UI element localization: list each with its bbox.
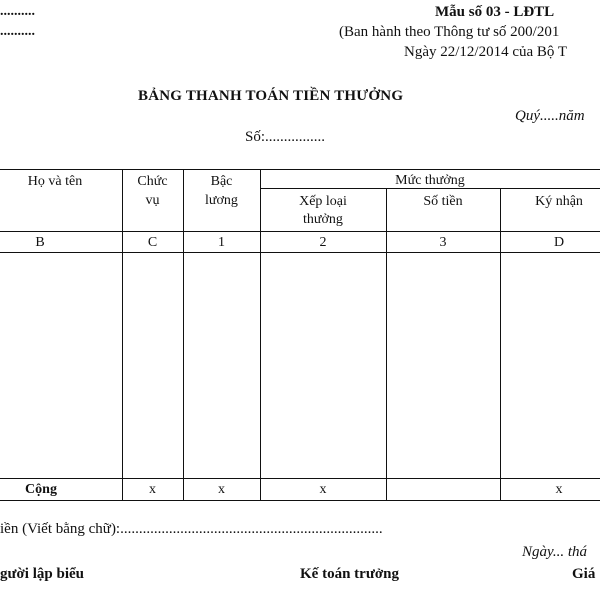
document-number: Số:................ [245, 129, 326, 145]
chief-accountant-label: Kế toán trưởng [300, 566, 399, 582]
header-signature: Ký nhận [535, 194, 583, 209]
header-name: Họ và tên [27, 174, 83, 189]
header-grade-line2: lương [205, 193, 238, 208]
amount-in-words: iền (Viết bằng chữ):...................................................................... [0, 521, 383, 537]
code-name: B [35, 235, 45, 250]
director-label: Giá [572, 566, 596, 582]
header-position-line2: vụ [145, 193, 160, 208]
header-grade-line1: Bậc [210, 174, 233, 189]
total-grade: x [218, 482, 225, 497]
sign-date: Ngày... thá [522, 544, 588, 560]
department-dots: .......... [0, 24, 35, 39]
header-position-line1: Chức [137, 174, 168, 189]
code-signature: D [553, 235, 565, 250]
issued-date-line: Ngày 22/12/2014 của Bộ T [404, 44, 568, 60]
form-number: Mẫu số 03 - LĐTL [435, 4, 555, 20]
document-title: BẢNG THANH TOÁN TIỀN THƯỞNG [138, 88, 404, 104]
quarter-year: Quý.....năm [515, 108, 585, 124]
total-rating: x [319, 482, 327, 497]
total-label: Cộng [25, 482, 57, 497]
preparer-label: gười lập biểu [0, 566, 84, 582]
code-amount: 3 [439, 235, 447, 250]
code-grade: 1 [218, 235, 225, 250]
header-bonus-group: Mức thưởng [395, 173, 465, 188]
header-rating-line2: thưởng [303, 212, 343, 227]
total-signature: x [555, 482, 563, 497]
header-rating-line1: Xếp loại [299, 194, 347, 209]
total-position: x [149, 482, 156, 497]
header-amount: Số tiền [423, 194, 463, 209]
issued-by-line: (Ban hành theo Thông tư số 200/201 [339, 24, 560, 40]
code-position: C [147, 235, 158, 250]
unit-name-dots: .......... [0, 4, 35, 19]
code-rating: 2 [319, 235, 327, 250]
